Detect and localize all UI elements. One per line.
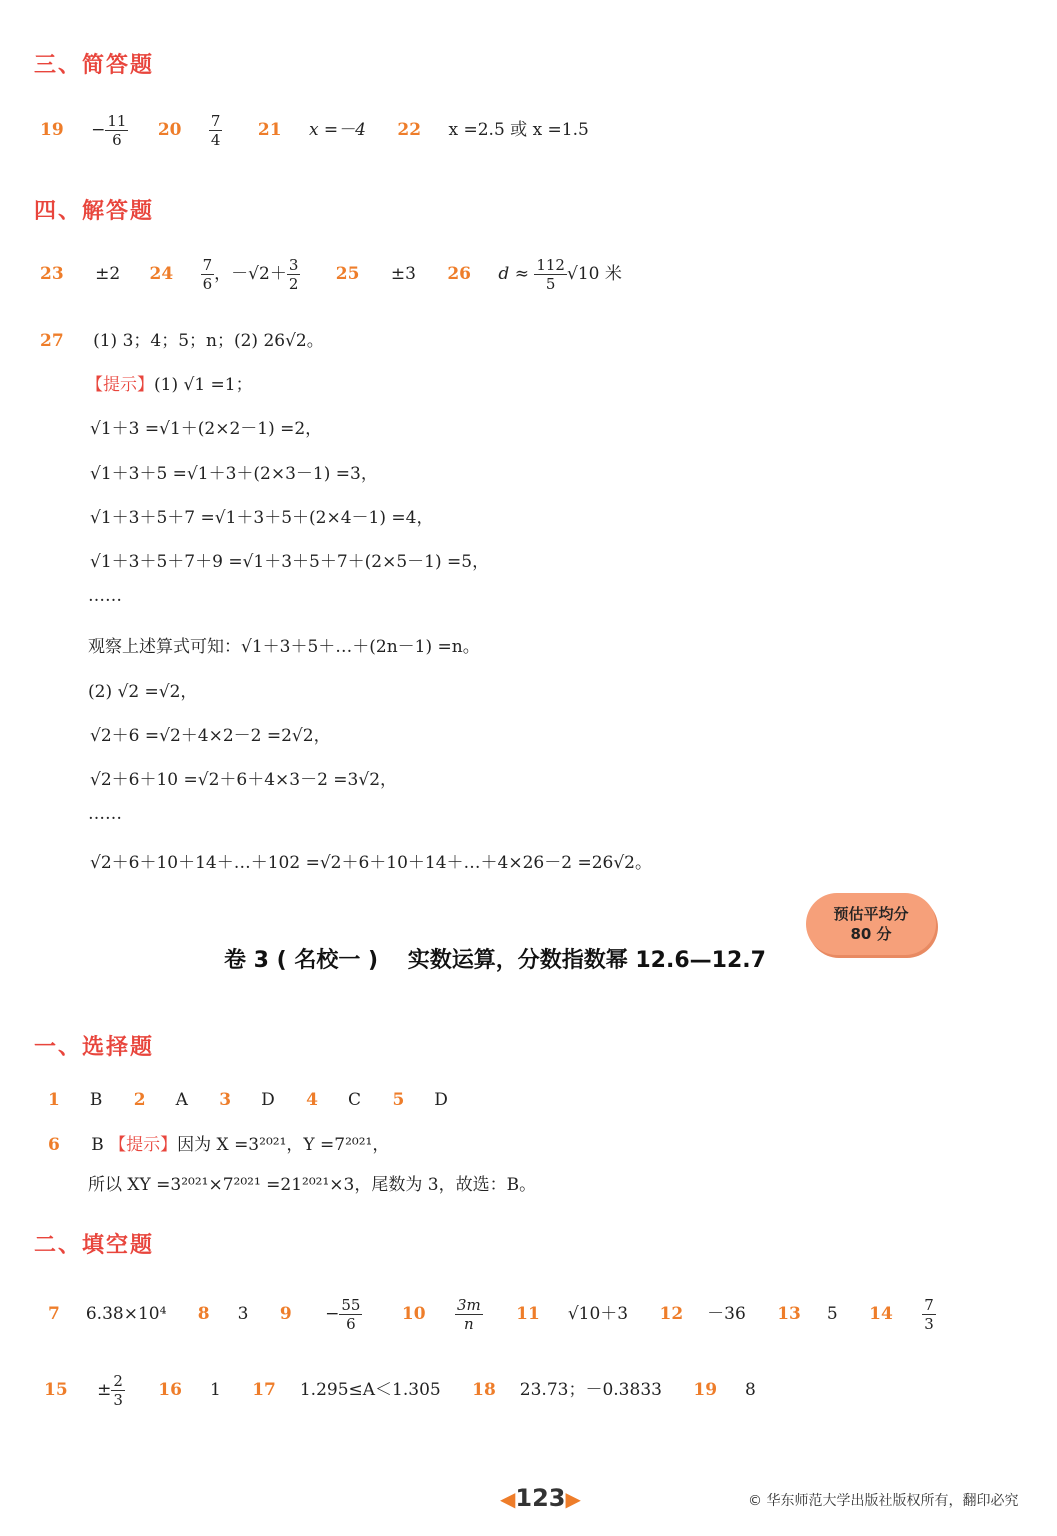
work-line-3: √1＋3＋5＋7 =√1＋3＋5＋(2×4－1) =4， — [90, 508, 434, 528]
q-number: 19 — [40, 120, 64, 140]
q-number: 24 — [149, 264, 174, 284]
work-line-8: √2＋6＋10 =√2＋6＋4×3－2 =3√2， — [90, 770, 398, 790]
section-heading-solution: 四、解答题 — [34, 199, 155, 224]
hint-label: 【提示】 — [109, 1135, 178, 1155]
fraction: $\frac{7}{6}$ — [202, 256, 213, 293]
answer-text: d ≈ — [498, 264, 529, 284]
fraction: $\frac{7}{3}$ — [924, 1296, 934, 1333]
answer-text: ±3 — [390, 264, 416, 284]
work-line-6: (2) √2 =√2， — [88, 682, 198, 702]
work-line-1: √1＋3 =√1＋(2×2－1) =2， — [90, 419, 323, 439]
section-heading-short-answer: 三、简答题 — [34, 53, 155, 78]
copyright-notice: © 华东师范大学出版社版权所有，翻印必究 — [748, 1493, 1019, 1509]
q-number: 23 — [40, 264, 64, 284]
q-number: 25 — [335, 264, 360, 284]
q-number: 26 — [447, 264, 471, 284]
fill-row-7-14: 7 6.38×10⁴ 8 3 9 − $\frac{55}{6}$ 10 $\frac{3m}{n}$ 11 √10＋3 12 －36 13 5 14 $\frac{7}{3}$ — [48, 1296, 934, 1333]
ellipsis: …… — [88, 804, 122, 824]
hint-line-0: 【提示】(1) √1 =1； — [86, 375, 253, 395]
work-line-4: √1＋3＋5＋7＋9 =√1＋3＋5＋7＋(2×5－1) =5， — [90, 552, 490, 572]
work-line-9: √2＋6＋10＋14＋…＋102 =√2＋6＋10＋14＋…＋4×26－2 =26√2。 — [90, 853, 652, 873]
fraction: $\frac{2}{3}$ — [113, 1372, 123, 1409]
work-line-5: 观察上述算式可知：√1＋3＋5＋…＋(2n－1) =n。 — [88, 637, 480, 657]
triangle-left-icon: ◀ — [500, 1487, 516, 1511]
section-heading-multiple-choice: 一、选择题 — [34, 1035, 155, 1060]
fill-row-15-19: 15 ± $\frac{2}{3}$ 16 1 17 1.295≤A＜1.305 18 23.73；－0.3833 19 8 — [44, 1372, 756, 1409]
q-number: 21 — [257, 120, 282, 140]
answer-row-27 — [40, 326, 324, 351]
fraction: $\frac{112}{5}$ — [536, 256, 565, 293]
mc-row-6: 6 B 【提示】因为 X =3²⁰²¹，Y =7²⁰²¹， — [48, 1135, 390, 1155]
mc-explanation: 所以 XY =3²⁰²¹×7²⁰²¹ =21²⁰²¹×3，尾数为 3，故选：B。 — [88, 1175, 537, 1195]
work-line-2: √1＋3＋5 =√1＋3＋(2×3－1) =3， — [90, 464, 378, 484]
q-number: 22 — [397, 120, 422, 140]
answer-text: x =2.5 或 x =1.5 — [448, 120, 589, 140]
answer-text: ，－√2＋ — [214, 264, 287, 284]
answer-text: x =－4 — [308, 120, 366, 140]
score-badge: 预估平均分 80 分 — [806, 893, 936, 955]
fraction: $\frac{7}{4}$ — [210, 112, 221, 149]
answer-row-23-26 — [40, 256, 622, 293]
answer-text: (1) 3；4；5；n；(2) 26√2。 — [93, 331, 324, 351]
fraction: $\frac{3m}{n}$ — [456, 1296, 481, 1333]
triangle-right-icon: ▶ — [565, 1487, 581, 1511]
q-number: 27 — [40, 331, 64, 351]
mc-row: 1 B 2 A 3 D 4 C 5 D — [48, 1090, 448, 1110]
fraction: $\frac{55}{6}$ — [341, 1296, 361, 1333]
volume-title: 卷 3 ( 名校一 ) 实数运算，分数指数幂 12.6—12.7 — [224, 948, 766, 973]
fraction: $\frac{11}{6}$ — [107, 112, 127, 149]
page-number: ◀123▶ — [500, 1484, 581, 1512]
fraction: $\frac{3}{2}$ — [288, 256, 299, 293]
work-line-7: √2＋6 =√2＋4×2－2 =2√2， — [90, 726, 331, 746]
hint-label: 【提示】 — [86, 375, 154, 395]
answer-row-19-22: 19 − $\frac{11}{6}$ 20 $\frac{7}{4}$ 21 x =－4 22 x =2.5 或 x =1.5 — [40, 112, 589, 149]
answer-text: √10 米 — [566, 264, 622, 284]
ellipsis: …… — [88, 586, 122, 606]
answer-text: ±2 — [95, 264, 121, 284]
section-heading-fill-in: 二、填空题 — [34, 1233, 155, 1258]
q-number: 20 — [157, 120, 182, 140]
